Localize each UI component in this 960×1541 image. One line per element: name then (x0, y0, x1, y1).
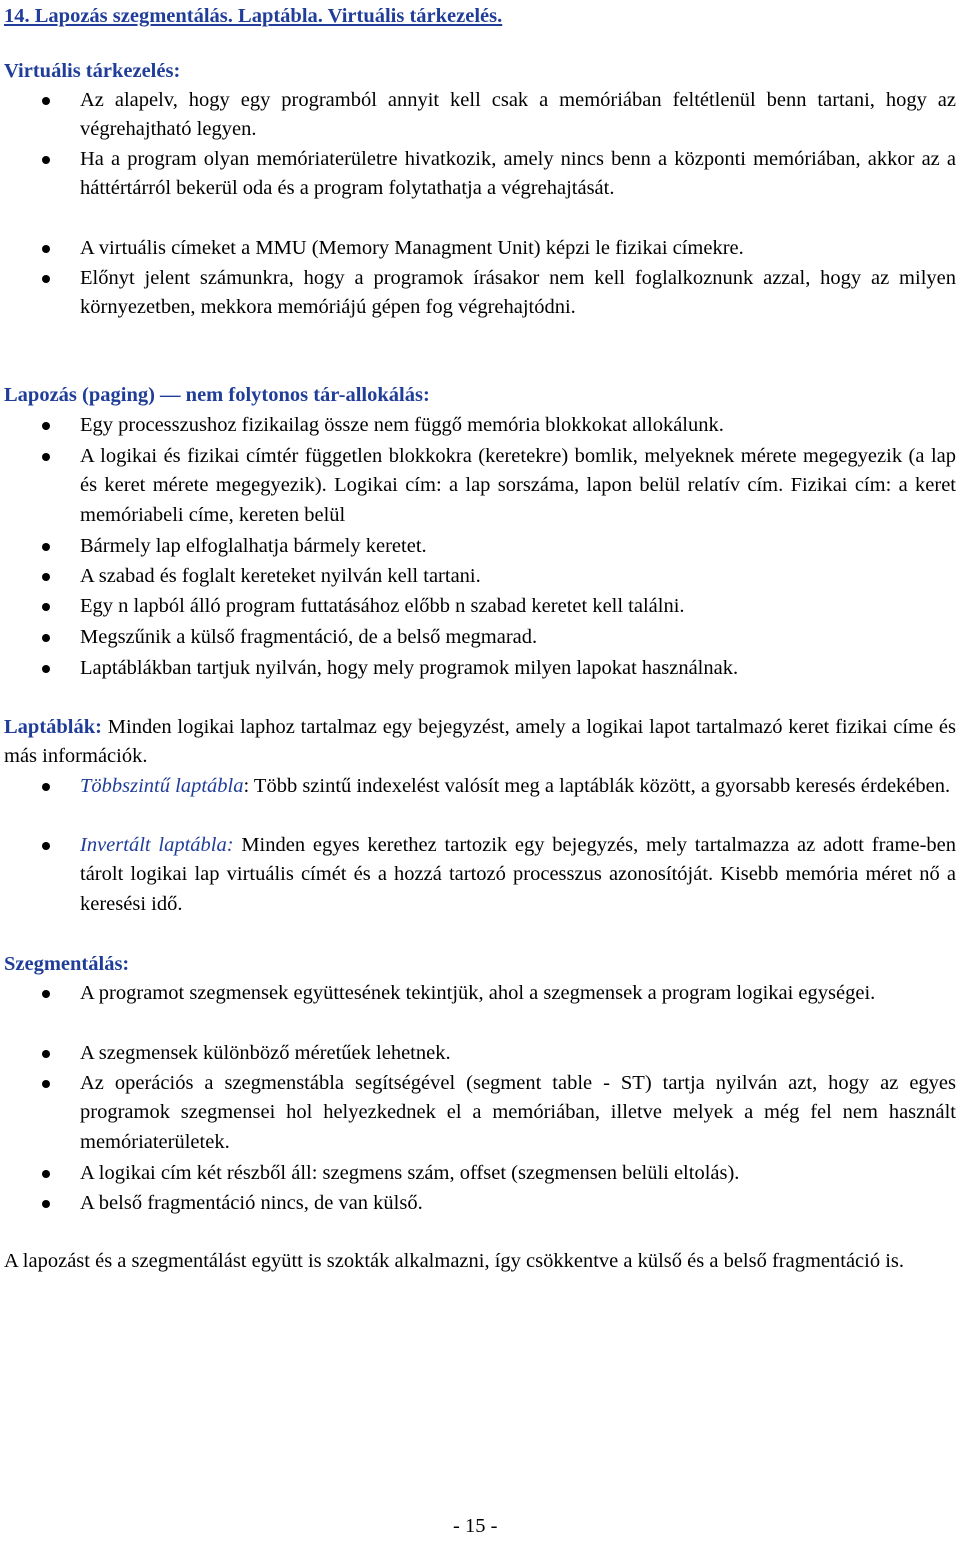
bullet-icon (42, 783, 50, 791)
bullet-icon (42, 665, 50, 673)
list-item: Bármely lap elfoglalhatja bármely keretet. (80, 532, 956, 561)
list-item: A szegmensek különböző méretűek lehetnek. (80, 1039, 956, 1068)
page-title: 14. Lapozás szegmentálás. Laptábla. Virtuális tárkezelés. (4, 5, 503, 27)
bullet-icon (42, 573, 50, 581)
list-item: Invertált laptábla: Minden egyes kerethez tartozik egy bejegyzés, mely tartalmazza az adott frame-ben tárolt logikai lap virtuális címét és a hozzá tartozó processzus azonosítóját. Kisebb memória méret nő a keresési idő. (80, 831, 956, 919)
bullet-icon (42, 1080, 50, 1088)
list-item: A programot szegmensek együttesének tekintjük, ahol a szegmensek a program logikai egységei. (80, 979, 956, 1008)
bullet-icon (42, 990, 50, 998)
list-item: A logikai cím két részből áll: szegmens szám, offset (szegmensen belüli eltolás). (80, 1159, 956, 1188)
list-item: Előnyt jelent számunkra, hogy a programok írásakor nem kell foglalkoznunk azzal, hogy az milyen környezetben, mekkora memóriájú gépen fog végrehajtódni. (80, 264, 956, 323)
paragraph-page-tables: Laptáblák: Minden logikai laphoz tartalmaz egy bejegyzést, amely a logikai lapot tartalmazó keret fizikai címe és más információk. (4, 716, 956, 768)
list-item: Az operációs a szegmenstábla segítségével (segment table - ST) tartja nyilván azt, hogy az egyes programok szegmensei hol helyezkednek el a memóriában, illetve melyek a még fel nem használt memóriaterületek. (80, 1069, 956, 1157)
bullet-icon (42, 245, 50, 253)
bullet-icon (42, 634, 50, 642)
list-item: A belső fragmentáció nincs, de van külső. (80, 1189, 956, 1218)
bullet-icon (42, 842, 50, 850)
bullet-icon (42, 1050, 50, 1058)
bullet-icon (42, 1200, 50, 1208)
list-item: Ha a program olyan memóriaterületre hivatkozik, amely nincs benn a központi memóriában, akkor az a háttértárról bekerül oda és a program folytathatja a végrehajtását. (80, 145, 956, 204)
list-item: Egy n lapból álló program futtatásához előbb n szabad keretet kell találni. (80, 592, 956, 621)
bullet-icon (42, 603, 50, 611)
heading-virtual-memory: Virtuális tárkezelés: (4, 60, 181, 82)
closing-paragraph: A lapozást és a szegmentálást együtt is szokták alkalmazni, így csökkentve a külső és a belső fragmentáció is. (4, 1250, 905, 1272)
bullet-icon (42, 543, 50, 551)
bullet-icon (42, 422, 50, 430)
list-item: Megszűnik a külső fragmentáció, de a belső megmarad. (80, 623, 956, 652)
list-item: A logikai és fizikai címtér független blokkokra (keretekre) bomlik, melyeknek mérete megegyezik (a lap és keret mérete megegyezik). Logikai cím: a lap sorszáma, lapon belül relatív cím. Fizikai cím: a keret memóriabeli címe, kereten belül (80, 442, 956, 530)
bullet-icon (42, 97, 50, 105)
heading-paging: Lapozás (paging) — nem folytonos tár-allokálás: (4, 384, 430, 406)
list-item: Laptáblákban tartjuk nyilván, hogy mely programok milyen lapokat használnak. (80, 654, 956, 683)
page-number: - 15 - (453, 1515, 498, 1537)
page-tables-label: Laptáblák: (4, 716, 102, 738)
list-item: A szabad és foglalt kereteket nyilván kell tartani. (80, 562, 956, 591)
list-item: Többszintű laptábla: Több szintű indexelést valósít meg a laptáblák között, a gyorsabb keresés érdekében. (80, 772, 956, 801)
bullet-icon (42, 275, 50, 283)
list-item: Az alapelv, hogy egy programból annyit kell csak a memóriában feltétlenül benn tartani, hogy az végrehajtható legyen. (80, 86, 956, 145)
bullet-icon (42, 453, 50, 461)
list-item: Egy processzushoz fizikailag össze nem függő memória blokkokat allokálunk. (80, 411, 956, 440)
heading-segmentation: Szegmentálás: (4, 953, 130, 975)
bullet-icon (42, 1170, 50, 1178)
list-item: A virtuális címeket a MMU (Memory Managment Unit) képzi le fizikai címekre. (80, 234, 956, 263)
bullet-icon (42, 156, 50, 164)
